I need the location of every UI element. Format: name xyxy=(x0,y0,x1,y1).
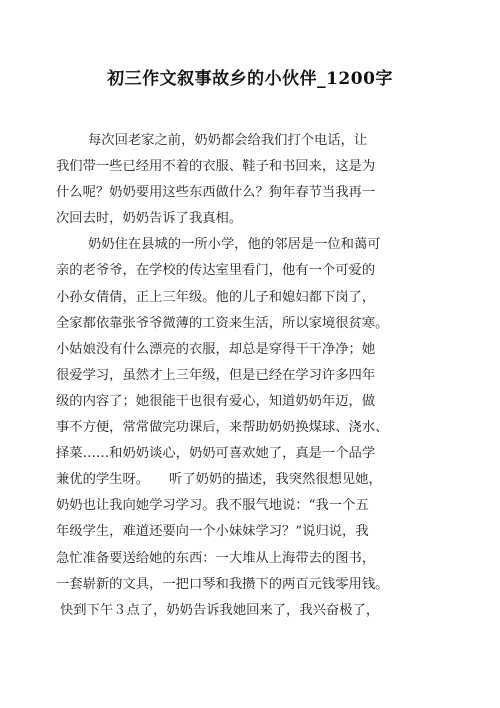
text-line: 兼优的学生呀。 听了奶奶的描述，我突然很想见她， xyxy=(56,472,382,488)
text-line: 年级学生，难道还要向一个小妹妹学习？”说归说，我 xyxy=(56,524,369,540)
text-line: 快到下午３点了，奶奶告诉我她回来了，我兴奋极了， xyxy=(60,602,380,618)
text-line: 级的内容了；她很能干也很有爱心，知道奶奶年迈，做 xyxy=(56,393,376,409)
text-line: 小姑娘没有什么漂亮的衣服，却总是穿得干干净净；她 xyxy=(56,341,376,357)
text-line: 小孙女倩倩，正上三年级。他的儿子和媳妇都下岗了， xyxy=(56,289,376,305)
text-line: 择菜……和奶奶谈心，奶奶可喜欢她了，真是一个品学 xyxy=(56,446,376,462)
text-line: 什么呢？奶奶要用这些东西做什么？狗年春节当我再一 xyxy=(56,185,376,201)
text-line: 亲的老爷爷，在学校的传达室里看门，他有一个可爱的 xyxy=(56,263,376,279)
text-line: 急忙准备要送给她的东西：一大堆从上海带去的图书， xyxy=(56,550,376,566)
text-line: 全家都依靠张爷爷微薄的工资来生活，所以家境很贫寒。 xyxy=(56,315,389,331)
text-line: 每次回老家之前，奶奶都会给我们打个电话，让 xyxy=(88,133,368,148)
document-title: 初三作文叙事故乡的小伙伴_1200字 xyxy=(107,69,393,89)
document-body xyxy=(56,128,476,624)
text-line: 事不方便，常常做完功课后，来帮助奶奶换煤球、浇水、 xyxy=(56,420,389,436)
text-line: 很爱学习，虽然才上三年级，但是已经在学习许多四年 xyxy=(56,367,376,383)
text-line: 次回去时，奶奶告诉了我真相。 xyxy=(56,211,243,227)
text-line: 我们带一些已经用不着的衣服、鞋子和书回来，这是为 xyxy=(56,159,376,175)
text-line: 一套崭新的文具，一把口琴和我攒下的两百元钱零用钱。 xyxy=(56,576,389,592)
text-line: 奶奶住在县城的一所小学，他的邻居是一位和蔼可 xyxy=(88,237,381,253)
text-line: 奶奶也让我向她学习学习。我不服气地说：“我一个五 xyxy=(56,498,369,514)
